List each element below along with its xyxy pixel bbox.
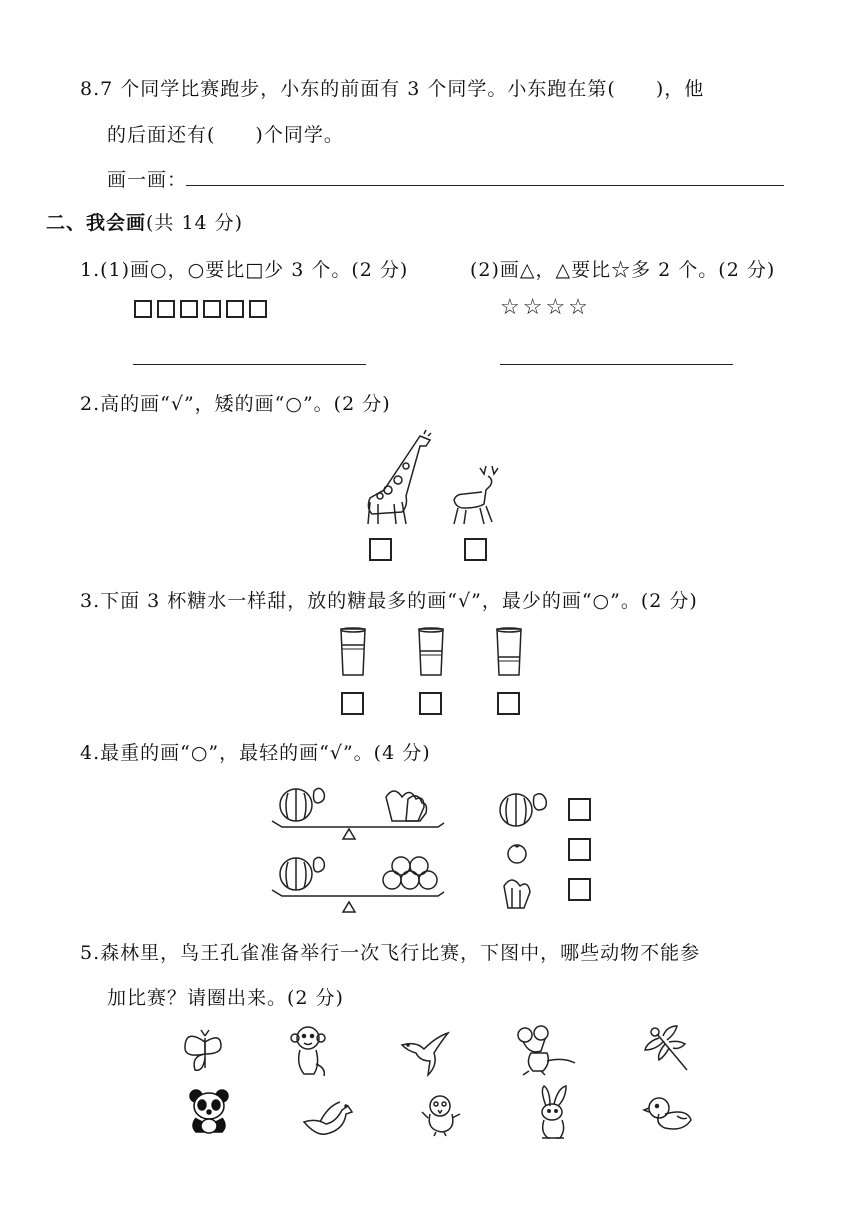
q1-square-2	[157, 300, 175, 318]
cup-icon-1	[339, 627, 367, 677]
q2-answer-box-deer[interactable]	[464, 538, 487, 561]
watermelon-cabbage-icon	[498, 788, 554, 830]
butterfly-icon[interactable]	[183, 1028, 229, 1076]
tomato-icon	[505, 842, 529, 864]
q3-answer-box-2[interactable]	[419, 692, 442, 715]
cabbage-icon	[314, 788, 325, 803]
q1-square-1	[134, 300, 152, 318]
q1-part2: (2)画△，△要比☆多 2 个。(2 分)	[470, 259, 776, 281]
q4-answer-box-tomato[interactable]	[568, 838, 591, 861]
q5-line2: 加比赛？请圈出来。(2 分)	[107, 987, 344, 1009]
q2-text: 2.高的画“√”，矮的画“○”。(2 分)	[80, 393, 391, 415]
balance-scale-1	[268, 783, 448, 843]
mouse-icon[interactable]	[515, 1025, 577, 1077]
rabbit-icon[interactable]	[530, 1084, 576, 1140]
section2-points: (共 14 分)	[146, 212, 244, 234]
q8-draw-label: 画一画：	[107, 169, 188, 191]
q8-line1: 8.7 个同学比赛跑步，小东的前面有 3 个同学。小东跑在第( )，他	[80, 78, 705, 100]
chick-icon[interactable]	[643, 1094, 695, 1134]
q1-part1: 1.(1)画○，○要比□少 3 个。(2 分)	[80, 259, 409, 281]
giraffe-icon	[358, 430, 438, 530]
q1-square-5	[226, 300, 244, 318]
q8-draw-answer-line[interactable]	[186, 185, 784, 186]
q3-text: 3.下面 3 杯糖水一样甜，放的糖最多的画“√”，最少的画“○”。(2 分)	[80, 590, 698, 612]
q1-answer-line-2[interactable]	[500, 364, 733, 365]
deer-icon	[448, 462, 504, 528]
q2-answer-box-giraffe[interactable]	[369, 538, 392, 561]
q1-answer-line-1[interactable]	[133, 364, 366, 365]
cabbage-icon-2	[386, 791, 424, 821]
q1-square-6	[249, 300, 267, 318]
balance-scale-2	[268, 850, 448, 916]
bird-icon[interactable]	[420, 1092, 464, 1136]
q3-answer-box-3[interactable]	[497, 692, 520, 715]
dove-icon[interactable]	[300, 1098, 356, 1136]
panda-icon[interactable]	[188, 1088, 230, 1136]
q1-squares-row	[134, 298, 272, 318]
section2-title: 二、我会画	[46, 212, 147, 234]
q1-stars-row: ☆☆☆☆	[500, 295, 591, 320]
cabbage-icon	[498, 874, 534, 914]
q4-text: 4.最重的画“○”，最轻的画“√”。(4 分)	[80, 742, 431, 764]
q3-answer-box-1[interactable]	[341, 692, 364, 715]
swallow-icon[interactable]	[398, 1025, 450, 1077]
q1-square-3	[180, 300, 198, 318]
q5-line1: 5.森林里，鸟王孔雀准备举行一次飞行比赛，下图中，哪些动物不能参	[80, 942, 701, 964]
q1-square-4	[203, 300, 221, 318]
q4-answer-box-cabbage[interactable]	[568, 878, 591, 901]
tomato-icon	[383, 871, 401, 889]
section2-heading	[46, 208, 243, 235]
cup-icon-3	[495, 627, 523, 677]
q4-answer-box-watermelon[interactable]	[568, 798, 591, 821]
q8-line2: 的后面还有( )个同学。	[107, 124, 344, 146]
cup-icon-2	[417, 627, 445, 677]
dragonfly-icon[interactable]	[643, 1024, 693, 1076]
monkey-icon[interactable]	[290, 1024, 330, 1078]
